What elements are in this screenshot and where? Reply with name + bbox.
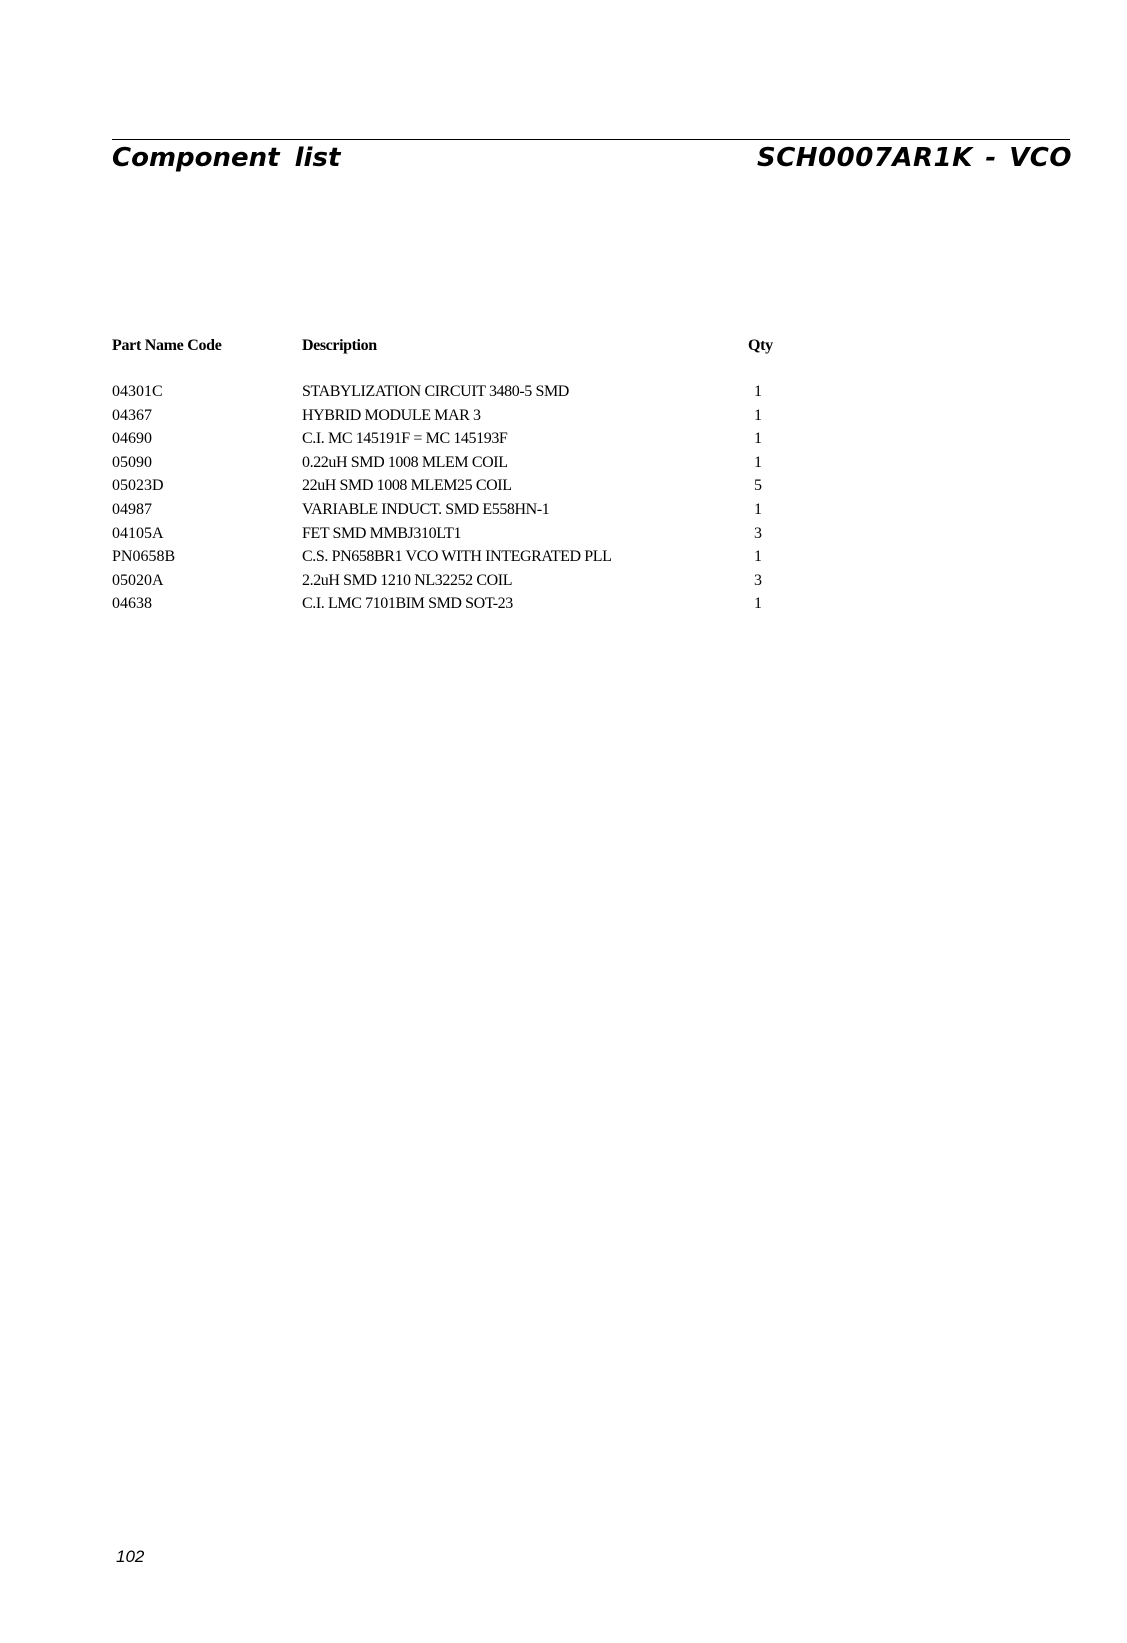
part-qty: 1 — [754, 383, 762, 400]
column-header-qty: Qty — [748, 337, 773, 354]
table-row — [112, 498, 812, 522]
part-qty: 1 — [754, 453, 762, 471]
part-description: C.I. MC 145191F = MC 145193F — [302, 430, 508, 448]
part-description: C.I. LMC 7101BIM SMD SOT-23 — [302, 595, 513, 613]
part-qty: 1 — [754, 406, 762, 424]
table-row — [112, 380, 812, 404]
part-description: VARIABLE INDUCT. SMD E558HN-1 — [302, 500, 550, 518]
table-row — [112, 404, 812, 428]
part-description: 22uH SMD 1008 MLEM25 COIL — [302, 477, 512, 495]
column-header-part-code: Part Name Code — [112, 337, 222, 354]
header-rule — [112, 139, 1070, 140]
part-code: 05023D — [112, 477, 164, 495]
table-row — [112, 569, 812, 593]
part-description: STABYLIZATION CIRCUIT 3480-5 SMD — [302, 383, 569, 400]
table-row — [112, 427, 812, 451]
table-row — [112, 545, 812, 569]
part-description: FET SMD MMBJ310LT1 — [302, 524, 462, 542]
table-row — [112, 451, 812, 475]
part-qty: 1 — [754, 500, 762, 518]
part-code: 05020A — [112, 571, 164, 589]
part-qty: 1 — [754, 430, 762, 448]
part-code: 04367 — [112, 406, 152, 424]
part-qty: 1 — [754, 548, 762, 566]
part-qty: 3 — [754, 524, 762, 542]
part-description: 0.22uH SMD 1008 MLEM COIL — [302, 453, 508, 471]
part-qty: 5 — [754, 477, 762, 495]
part-code: 04987 — [112, 500, 152, 518]
part-code: 04105A — [112, 524, 164, 542]
part-qty: 1 — [754, 595, 762, 613]
part-code: 04690 — [112, 430, 152, 448]
part-code: PN0658B — [112, 548, 176, 566]
part-code: 04638 — [112, 595, 152, 613]
table-header — [112, 334, 812, 358]
part-code: 04301C — [112, 383, 163, 400]
table-row — [112, 474, 812, 498]
page-title: Component list — [112, 143, 341, 173]
module-code: SCH0007AR1K - VCO — [756, 143, 1072, 173]
part-description: C.S. PN658BR1 VCO WITH INTEGRATED PLL — [302, 548, 612, 566]
component-table — [112, 334, 812, 616]
table-row — [112, 522, 812, 546]
column-header-description: Description — [302, 337, 377, 354]
table-row — [112, 592, 812, 616]
part-description: HYBRID MODULE MAR 3 — [302, 406, 481, 424]
part-description: 2.2uH SMD 1210 NL32252 COIL — [302, 571, 513, 589]
page-number: 102 — [116, 1547, 145, 1566]
part-qty: 3 — [754, 571, 762, 589]
part-code: 05090 — [112, 453, 152, 471]
